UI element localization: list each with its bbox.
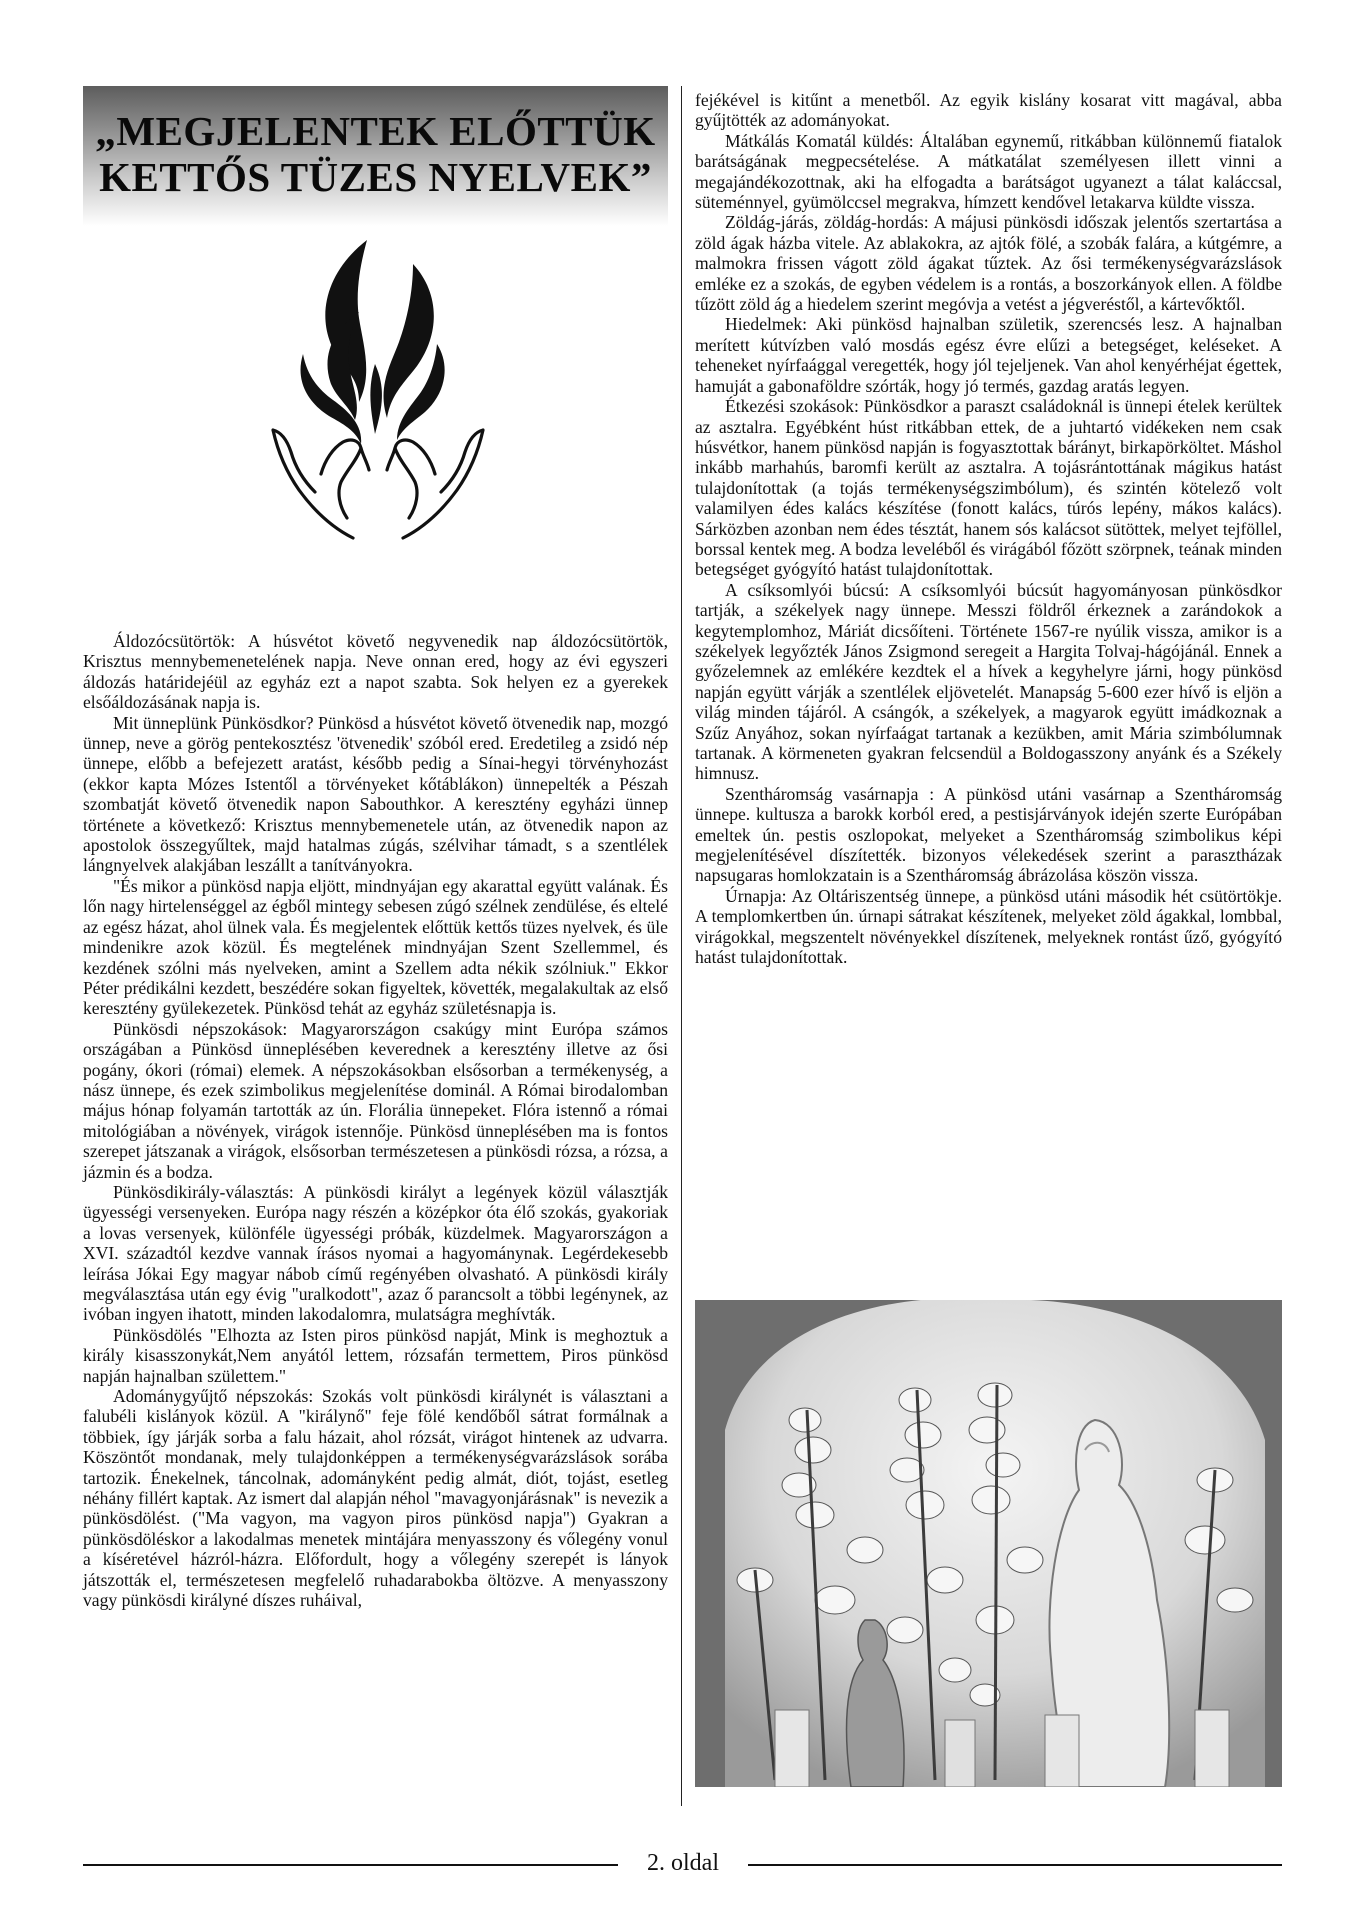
flame-hands-icon [263,234,493,554]
page-number: 2. oldal [647,1850,719,1876]
paragraph: Zöldág-járás, zöldág-hordás: A májusi pünkösdi időszak jelentős szertartása a zöld ágak házba vitele. Az ablakokra, az ajtók fölé, a szobák falára, a kútgémre, a malmokra frissen vágott zöld ágakat tűztek. Az ősi termékenységvarázslások emléke ez a szokás, de egyben védelem is a rontás, a boszorkányok ellen. A földbe tűzött zöld ág a hiedelem szerint megóvja a vetést a jégveréstől, a kártevőktől. [695,212,1282,315]
article-title [83,86,668,226]
paragraph: Pünkösdikirály-választás: A pünkösdi királyt a legények közül választják ügyességi versenyeken. Európa nagy részén a középkor óta élő szokás, gyakoriak a lovas versenyek, különféle ügyességi próbák, küzdelmek. Magyarországon a XVI. századtól kezdve vannak írásos nyomai a hagyománynak. Legérdekesebb leírása Jókai Egy magyar nábob című regényében olvasható. A pünkösdi király megválasztása után egy évig "uralkodott", azaz ő parancsolt a többi legénynek, az ivóban ingyen ihatott, minden lakodalomra, mulatságra meghívták. [83,1181,668,1325]
logo-area [83,226,668,631]
paragraph: fejékével is kitűnt a menetből. Az egyik kislány kosarat vitt magával, abba gyűjtötték az adományokat. [695,90,1282,131]
paragraph: Mit ünneplünk Pünkösdkor? Pünkösd a húsvétot követő ötvenedik nap, mozgó ünnep, neve a görög pentekosztész 'ötvenedik' szóból ered. Eredetileg a zsidó nép ünnepe, előbb a befejezett aratást, később pedig a Sínai-hegyi törvényhozást (ekkor kapta Mózes Istentől a törvényeket kőtáblákon) ünnepelték a Pészah szombatját követő ötvenedik napon Sabouthkor. A keresztény egyházi ünnep története a következő: Krisztus mennybemenetele után, az ötvenedik napon az apostolok összegyűltek, majd hatalmas zúgás, szélvihar támadt, s a szentlélek lángnyelvek alakjában leszállt a tanítványokra. [83,712,668,876]
photo-drawing [695,1300,1282,1787]
paragraph: Étkezési szokások: Pünkösdkor a paraszt családoknál is ünnepi ételek kerültek az asztalra. Egyébként húst ritkábban ettek, de a juhtartó vidékeken nem csak húsvétkor, hanem pünkösd napján is fogyasztottak bárányt, birkapörköltet. Máshol inkább marhahús, baromfi került az asztalra. A tojásrántottának mágikus hatást tulajdonítottak (a tojás termékenységszimbólum), és szintén kötelező volt valamilyen édes kalács készítése (fonott kalács, túrós lepény, mákos kalács). Sárközben azonban nem édes tésztát, hanem sós kalácsot sütöttek, melyet tejföllel, borssal kentek meg. A bodza leveléből és virágából főzött szörpnek, teának minden betegséget gyógyító hatást tulajdonítottak. [695,396,1282,580]
paragraph: Szentháromság vasárnapja : A pünkösd utáni vasárnap a Szentháromság ünnepe. kultusza a barokk korból ered, a pestisjárványok idején szerte Európában emeltek ún. pestis oszlopokat, melyeket a Szentháromság szimbolikus képi megjelenítésével díszítették. bizonyos vélekedések szerint a parasztházak napsugaras homlokzatain is a Szentháromság ábrázolása köszön vissza. [695,783,1282,886]
footer-rule-left [83,1864,618,1866]
paragraph: A csíksomlyói búcsú: A csíksomlyói búcsút hagyományosan pünkösdkor tartják, a székelyek nagy ünnepe. Messzi földről érkeznek a zarándokok a kegytemplomhoz, Máriát dicsőíteni. Története 1567-re nyúlik vissza, amikor is a székelyek legyőzték János Zsigmond seregeit a Hargita Tolvaj-hágójánál. Ennek a győzelemnek az emlékére kezdtek el a hívek a kegyhelyre járni, hogy pünkösd napján együtt várják a szentlélek eljövetelét. Manapság 5-600 ezer hívő is eljön a világ minden tájáról. A csángók, a székelyek, a magyarok együtt imádkoznak a Szűz Anyához, sokan nyírfaágat tartanak a kezükben, amit Mária szimbólumnak tartanak. A körmeneten gyakran felcsendül a Boldogasszony anyánk és a Székely himnusz. [695,579,1282,784]
left-column [83,86,668,1611]
paragraph: Hiedelmek: Aki pünkösd hajnalban születik, szerencsés lesz. A hajnalban merített kútvízben való mosdás egész évre elűzi a betegséget, keléseket. A teheneket nyírfaággal veregették, hogy jól tejeljenek. Van ahol kenyérhéjat égettek, hamuját a gabonaföldre szórták, hogy jó termés, gazdag aratás legyen. [695,314,1282,396]
title-line-1: „MEGJELENTEK ELŐTTÜK [95,108,656,154]
footer-rule-right [748,1864,1282,1866]
paragraph: Úrnapja: Az Oltáriszentség ünnepe, a pünkösd utáni második hét csütörtökje. A templomkertben ún. úrnapi sátrakat készítenek, melyeket zöld ágakkal, lombbal, virágokkal, megszentelt növényekkel díszítenek, melyeknek rontást űző, gyógyító hatást tulajdonítottak. [695,885,1282,968]
paragraph: Mátkálás Komatál küldés: Általában egynemű, ritkábban különnemű fiatalok barátságának megpecsételése. A mátkatálat személyesen illett vinni a megajándékozottnak, aki ha elfogadta a barátságot ugyanezt a tálat kaláccsal, süteménnyel, gyümölccsel megrakva, hímzett kendővel letakarva küldte vissza. [695,130,1282,213]
title-line-2: KETTŐS TÜZES NYELVEK” [99,154,652,200]
paragraph: "És mikor a pünkösd napja eljött, mindnyájan egy akarattal együtt valának. És lőn nagy hirtelenséggel az égből mintegy sebesen zúgó szélnek zendülése, és eltelé az egész házat, ahol ülnek vala. És megjelentek előttük kettős tüzes nyelvek, és üle mindenikre azok közül. És megtelének mindnyájan Szent Szellemmel, és kezdének szólni más nyelveken, amint a Szellem adta nékik szólniuk." Ekkor Péter prédikálni kezdett, beszédére sokan figyeltek, követték, megalakultak az első keresztény gyülekezetek. Pünkösd tehát az egyház születésnapja is. [83,875,668,1019]
column-divider [681,86,682,1806]
paragraph: Áldozócsütörtök: A húsvétot követő negyvenedik nap áldozócsütörtök, Krisztus mennybemenetelének napja. Neve onnan ered, hogy az évi egyszeri áldozás határidejéül az egyház ezt a napot szabta. Sok helyen ez a gyerekek elsőáldozásának napja is. [83,631,668,713]
paragraph: Pünkösdi népszokások: Magyarországon csakúgy mint Európa számos országában a Pünkösd ünneplésében keverednek a keresztény illetve az ősi pogány, ókori (római) elemek. A népszokásokban elsősorban a termékenység, a nász ünnepe, és ezek szimbolikus megjelenítése dominál. A Római birodalomban május hónap folyamán tartották az ún. Florália ünnepeket. Flóra istennő a római mitológiában a növények, virágok istennője. Pünkösd ünneplésében ma is fontos szerepet játszanak a virágok, elsősorban természetesen a pünkösdi rózsa, a rózsa, a jázmin és a bodza. [83,1018,668,1182]
paragraph: Pünkösdölés "Elhozta az Isten piros pünkösd napját, Mink is meghoztuk a király kisasszonykát,Nem anyától lettem, rózsafán termettem, Piros pünkösd napján hajnalban születtem." [83,1324,668,1386]
right-column [695,90,1282,967]
paragraph: Adománygyűjtő népszokás: Szokás volt pünkösdi királynét is választani a falubéli kislányok közül. A "királynő" feje fölé kendőből sátrat formálnak a többiek, így járják sorba a falu házait, ahol rózsát, virágot hintenek az udvarra. Köszöntőt mondanak, mely tulajdonképpen a termékenységvarázslások sorába tartozik. Énekelnek, táncolnak, adományként pedig almát, diót, tojást, esetleg néhány fillért kaptak. Az ismert dal alapján néhol "mavagyonjárásnak" is nevezik a pünkösdölést. ("Ma vagyon, ma vagyon piros pünkösd napja") Gyakran a pünkösdöléskor a lakodalmas menetek mintájára menyasszony és vőlegény vonul a kíséretével házról-házra. Előfordult, hogy a vőlegény szerepét is lányok játszották el, természetesen megfelelő ruhadarabokba öltözve. A menyasszony vagy pünkösdi királyné díszes ruháival, [83,1386,668,1611]
flower-altar-photo [695,1300,1282,1787]
